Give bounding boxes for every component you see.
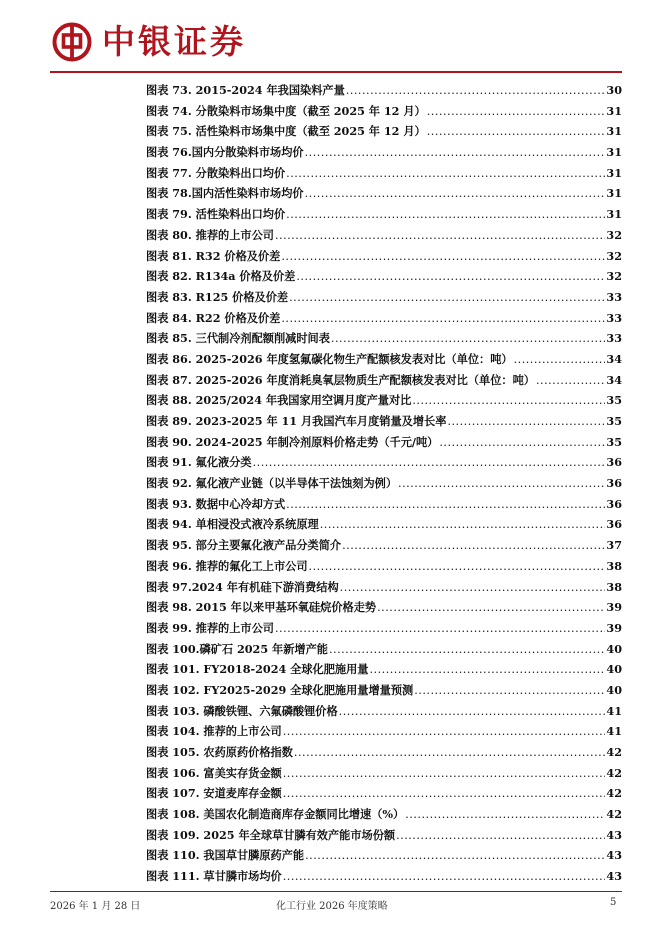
toc-entry-page: 40 bbox=[606, 641, 622, 656]
toc-leader-dots bbox=[536, 371, 605, 392]
toc-entry-label: 图表 81. R32 价格及价差 bbox=[146, 248, 281, 263]
toc-entry[interactable] bbox=[146, 121, 622, 142]
toc-leader-dots bbox=[342, 536, 605, 557]
toc-leader-dots bbox=[253, 453, 606, 474]
toc-entry[interactable] bbox=[146, 349, 622, 370]
toc-entry-page: 39 bbox=[606, 620, 622, 635]
toc-entry-label: 图表 101. FY2018-2024 全球化肥施用量 bbox=[146, 662, 369, 677]
toc-entry-label: 图表 92. 氟化液产业链（以半导体干法蚀刻为例） bbox=[146, 476, 398, 491]
toc-entry-page: 38 bbox=[606, 558, 622, 573]
toc-entry-label: 图表 111. 草甘膦市场均价 bbox=[146, 869, 282, 884]
toc-entry[interactable] bbox=[146, 514, 622, 535]
toc-entry[interactable] bbox=[146, 204, 622, 225]
toc-entry-label: 图表 104. 推荐的上市公司 bbox=[146, 724, 282, 739]
toc-entry-page: 41 bbox=[606, 703, 622, 718]
toc-leader-dots bbox=[331, 329, 606, 350]
toc-entry-page: 31 bbox=[606, 165, 622, 180]
toc-entry-page: 42 bbox=[606, 807, 622, 822]
page-header bbox=[0, 0, 662, 78]
toc-entry-page: 32 bbox=[606, 269, 622, 284]
toc-entry[interactable] bbox=[146, 370, 622, 391]
toc-entry-page: 36 bbox=[606, 517, 622, 532]
toc-entry-page: 31 bbox=[606, 103, 622, 118]
toc-entry-page: 35 bbox=[606, 414, 622, 428]
toc-entry-label: 图表 91. 氟化液分类 bbox=[146, 455, 252, 470]
toc-leader-dots bbox=[339, 702, 606, 723]
toc-entry-page: 40 bbox=[606, 682, 622, 697]
toc-entry[interactable] bbox=[146, 721, 622, 742]
toc-entry-label: 图表 97.2024 年有机硅下游消费结构 bbox=[146, 579, 339, 594]
toc-entry[interactable] bbox=[146, 80, 622, 101]
toc-entry[interactable] bbox=[146, 783, 622, 804]
toc-entry[interactable] bbox=[146, 432, 622, 453]
toc-entry-label: 图表 94. 单相浸没式液冷系统原理 bbox=[146, 517, 319, 532]
toc-leader-dots bbox=[283, 722, 606, 743]
toc-leader-dots bbox=[427, 102, 606, 123]
toc-entry[interactable] bbox=[146, 142, 622, 163]
toc-entry-page: 42 bbox=[606, 745, 622, 759]
toc-leader-dots bbox=[286, 205, 605, 226]
header-divider bbox=[50, 71, 622, 73]
toc-leader-dots bbox=[283, 784, 606, 805]
toc-entry-page: 43 bbox=[606, 869, 622, 884]
toc-entry-label: 图表 98. 2015 年以来甲基环氧硅烷价格走势 bbox=[146, 600, 377, 615]
toc-leader-dots bbox=[283, 867, 606, 888]
toc-leader-dots bbox=[377, 598, 605, 619]
toc-leader-dots bbox=[286, 164, 605, 185]
toc-entry-label: 图表 103. 磷酸铁锂、六氟磷酸锂价格 bbox=[146, 703, 338, 718]
toc-entry-label: 图表 88. 2025/2024 年我国家用空调月度产量对比 bbox=[146, 393, 412, 408]
toc-leader-dots bbox=[427, 122, 606, 143]
toc-entry-label: 图表 83. R125 价格及价差 bbox=[146, 289, 289, 304]
toc-leader-dots bbox=[296, 267, 605, 288]
toc-leader-dots bbox=[275, 619, 605, 640]
toc-entry[interactable] bbox=[146, 535, 622, 556]
toc-entry-page: 34 bbox=[606, 351, 622, 366]
toc-entry[interactable] bbox=[146, 163, 622, 184]
toc-entry-page: 33 bbox=[606, 331, 622, 346]
toc-leader-dots bbox=[294, 743, 606, 764]
toc-entry[interactable] bbox=[146, 411, 622, 432]
toc-entry[interactable] bbox=[146, 246, 622, 267]
brand-name: 中银证券 bbox=[102, 22, 246, 61]
toc-entry-label: 图表 76.国内分散染料市场均价 bbox=[146, 145, 304, 160]
toc-entry-page: 33 bbox=[606, 289, 622, 304]
toc-entry-label: 图表 96. 推荐的氟化工上市公司 bbox=[146, 558, 308, 573]
toc-entry-page: 35 bbox=[606, 393, 622, 408]
toc-entry-page: 32 bbox=[606, 227, 622, 242]
toc-entry-page: 38 bbox=[606, 579, 622, 594]
footer-report-title: 化工行业 2026 年度策略 bbox=[276, 901, 388, 912]
toc-entry-page: 42 bbox=[606, 786, 622, 801]
toc-entry[interactable] bbox=[146, 225, 622, 246]
toc-entry-label: 图表 102. FY2025-2029 全球化肥施用量增量预测 bbox=[146, 682, 414, 697]
toc-leader-dots bbox=[439, 433, 605, 454]
toc-entry-label: 图表 108. 美国农化制造商库存金额同比增速（%） bbox=[146, 807, 405, 822]
toc-entry-label: 图表 95. 部分主要氟化液产品分类简介 bbox=[146, 538, 342, 553]
toc-leader-dots bbox=[286, 495, 605, 516]
toc-leader-dots bbox=[514, 350, 606, 371]
toc-leader-dots bbox=[305, 846, 605, 867]
toc-leader-dots bbox=[396, 826, 605, 847]
toc-leader-dots bbox=[305, 143, 606, 164]
toc-entry-label: 图表 79. 活性染料出口均价 bbox=[146, 207, 286, 222]
toc-entry-label: 图表 100.磷矿石 2025 年新增产能 bbox=[146, 641, 328, 656]
toc-leader-dots bbox=[346, 81, 606, 102]
toc-leader-dots bbox=[305, 184, 606, 205]
toc-leader-dots bbox=[412, 391, 605, 412]
toc-entry-label: 图表 89. 2023-2025 年 11 月我国汽车月度销量及增长率 bbox=[146, 414, 447, 428]
toc-entry[interactable] bbox=[146, 804, 622, 825]
toc-entry[interactable] bbox=[146, 452, 622, 473]
table-of-figures bbox=[146, 80, 622, 887]
toc-leader-dots bbox=[320, 515, 606, 536]
toc-leader-dots bbox=[281, 247, 605, 268]
toc-entry[interactable] bbox=[146, 183, 622, 204]
toc-entry-label: 图表 75. 活性染料市场集中度（截至 2025 年 12 月） bbox=[146, 124, 426, 139]
toc-entry-label: 图表 77. 分散染料出口均价 bbox=[146, 165, 286, 180]
toc-entry[interactable] bbox=[146, 577, 622, 598]
toc-entry-label: 图表 80. 推荐的上市公司 bbox=[146, 227, 274, 242]
toc-entry-label: 图表 87. 2025-2026 年度消耗臭氧层物质生产配额核发表对比（单位：吨） bbox=[146, 372, 535, 387]
toc-entry[interactable] bbox=[146, 101, 622, 122]
toc-entry[interactable] bbox=[146, 308, 622, 329]
toc-leader-dots bbox=[275, 226, 605, 247]
toc-entry[interactable] bbox=[146, 845, 622, 866]
toc-entry-label: 图表 84. R22 价格及价差 bbox=[146, 310, 281, 325]
toc-leader-dots bbox=[447, 412, 605, 433]
toc-entry[interactable] bbox=[146, 390, 622, 411]
toc-entry[interactable] bbox=[146, 680, 622, 701]
toc-entry[interactable] bbox=[146, 597, 622, 618]
toc-entry-label: 图表 90. 2024-2025 年制冷剂原料价格走势（千元/吨） bbox=[146, 434, 439, 449]
toc-entry-label: 图表 74. 分散染料市场集中度（截至 2025 年 12 月） bbox=[146, 103, 426, 118]
toc-entry-label: 图表 99. 推荐的上市公司 bbox=[146, 620, 274, 635]
toc-entry-page: 34 bbox=[606, 372, 622, 387]
toc-entry-page: 33 bbox=[606, 310, 622, 325]
toc-entry[interactable] bbox=[146, 266, 622, 287]
toc-entry[interactable] bbox=[146, 618, 622, 639]
footer-divider bbox=[50, 891, 622, 892]
toc-entry-page: 37 bbox=[606, 538, 622, 553]
toc-entry-label: 图表 73. 2015-2024 年我国染料产量 bbox=[146, 83, 345, 97]
toc-entry-page: 36 bbox=[606, 496, 622, 511]
toc-entry-page: 41 bbox=[606, 724, 622, 739]
toc-entry-page: 31 bbox=[606, 124, 622, 139]
toc-entry-label: 图表 105. 农药原药价格指数 bbox=[146, 745, 293, 759]
toc-entry-page: 43 bbox=[606, 827, 622, 842]
toc-entry[interactable] bbox=[146, 556, 622, 577]
toc-leader-dots bbox=[414, 681, 605, 702]
toc-entry-label: 图表 107. 安道麦库存金额 bbox=[146, 786, 282, 801]
toc-entry-label: 图表 86. 2025-2026 年度氢氟碳化物生产配额核发表对比（单位：吨） bbox=[146, 351, 513, 366]
toc-leader-dots bbox=[329, 640, 605, 661]
toc-entry-label: 图表 109. 2025 年全球草甘膦有效产能市场份额 bbox=[146, 827, 396, 842]
toc-entry[interactable] bbox=[146, 825, 622, 846]
toc-entry-label: 图表 110. 我国草甘膦原药产能 bbox=[146, 848, 305, 863]
toc-entry-page: 36 bbox=[606, 455, 622, 470]
toc-leader-dots bbox=[340, 578, 606, 599]
toc-entry[interactable] bbox=[146, 494, 622, 515]
toc-entry-page: 30 bbox=[606, 83, 622, 97]
toc-entry-page: 31 bbox=[606, 186, 622, 201]
toc-entry-page: 35 bbox=[606, 434, 622, 449]
toc-leader-dots bbox=[283, 764, 606, 785]
toc-leader-dots bbox=[369, 660, 605, 681]
toc-leader-dots bbox=[405, 805, 605, 826]
toc-entry-page: 36 bbox=[606, 476, 622, 491]
toc-entry-page: 42 bbox=[606, 765, 622, 780]
toc-entry-page: 43 bbox=[606, 848, 622, 863]
toc-entry[interactable] bbox=[146, 639, 622, 660]
toc-entry[interactable] bbox=[146, 742, 622, 763]
toc-leader-dots bbox=[398, 474, 605, 495]
toc-entry-label: 图表 85. 三代制冷剂配额削减时间表 bbox=[146, 331, 330, 346]
toc-entry[interactable] bbox=[146, 473, 622, 494]
toc-leader-dots bbox=[289, 288, 605, 309]
toc-entry[interactable] bbox=[146, 659, 622, 680]
toc-entry[interactable] bbox=[146, 763, 622, 784]
toc-entry-page: 39 bbox=[606, 600, 622, 615]
bank-of-china-logo-icon bbox=[52, 22, 92, 62]
toc-entry-label: 图表 78.国内活性染料市场均价 bbox=[146, 186, 304, 201]
toc-leader-dots bbox=[309, 557, 606, 578]
toc-entry[interactable] bbox=[146, 328, 622, 349]
toc-entry-label: 图表 82. R134a 价格及价差 bbox=[146, 269, 296, 284]
footer-date: 2026 年 1 月 28 日 bbox=[50, 901, 141, 912]
footer-page-number: 5 bbox=[610, 897, 617, 908]
toc-entry-label: 图表 93. 数据中心冷却方式 bbox=[146, 496, 286, 511]
toc-entry-page: 31 bbox=[606, 145, 622, 160]
toc-entry-page: 32 bbox=[606, 248, 622, 263]
toc-entry[interactable] bbox=[146, 866, 622, 887]
toc-entry-page: 40 bbox=[606, 662, 622, 677]
toc-leader-dots bbox=[281, 309, 605, 330]
toc-entry-label: 图表 106. 富美实存货金额 bbox=[146, 765, 282, 780]
toc-entry[interactable] bbox=[146, 701, 622, 722]
toc-entry[interactable] bbox=[146, 287, 622, 308]
toc-entry-page: 31 bbox=[606, 207, 622, 222]
